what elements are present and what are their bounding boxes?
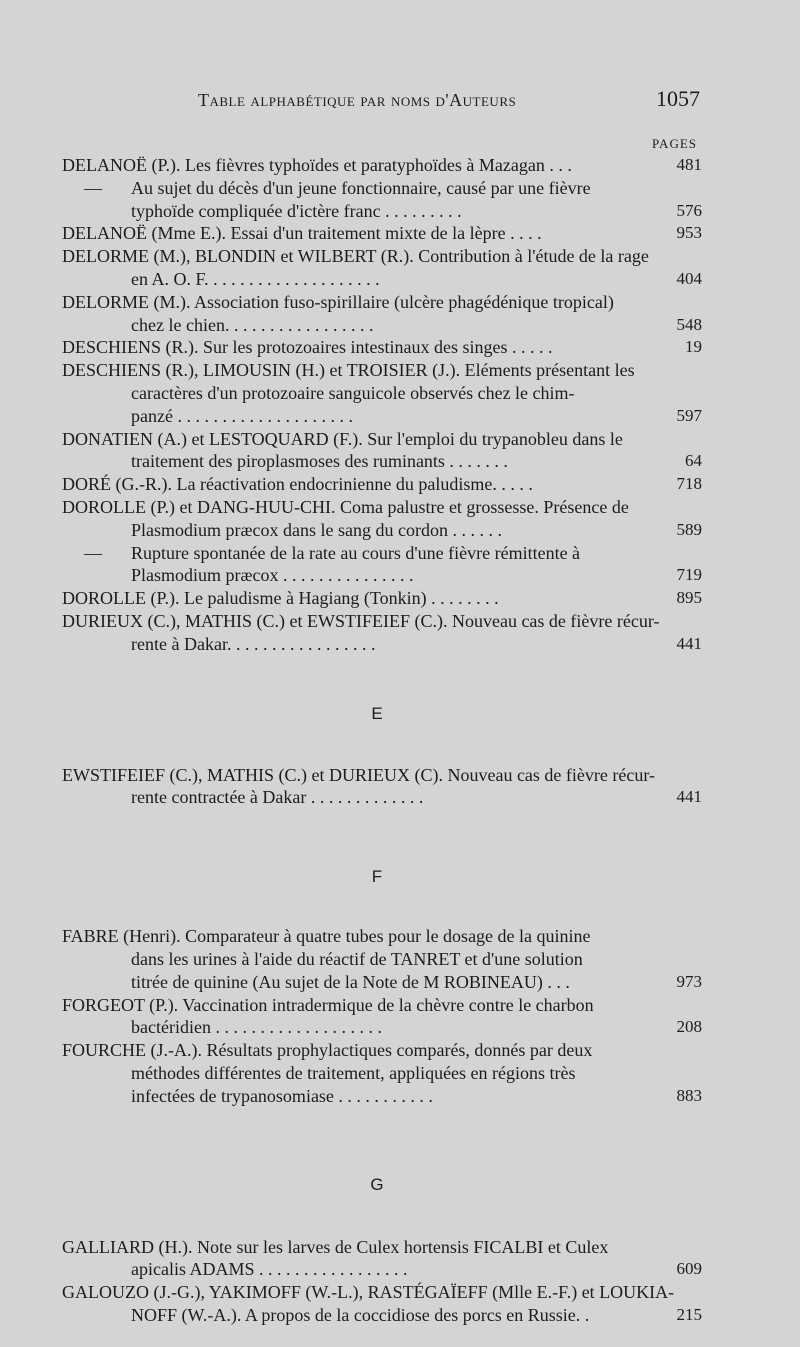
index-entry [62,542,702,588]
index-entry [62,925,702,993]
page-reference: 441 [676,787,702,807]
index-entry [62,764,702,810]
entry-line: DELORME (M.), BLONDIN et WILBERT (R.). Contribution à l'étude de la rage [62,246,649,267]
entry-line: rente à Dakar. . . . . . . . . . . . . . . . . 441 [131,633,702,654]
section-letter-f: F [371,867,383,887]
index-entry [62,245,702,291]
entry-line: traitement des piroplasmoses des ruminants . . . . . . . 64 [131,451,702,472]
entry-line: rente contractée à Dakar . . . . . . . . . . . . . 441 [131,787,702,808]
index-entry [62,1236,702,1282]
section-letter-e: E [371,703,383,723]
entry-line: DOROLLE (P.). Le paludisme à Hagiang (Tonkin) . . . . . . . . 895 [62,588,702,609]
page-reference: 576 [676,200,702,220]
section-d [62,154,702,656]
index-entry [62,473,702,496]
entry-line: EWSTIFEIEF (C.), MATHIS (C.) et DURIEUX (C). Nouveau cas de fièvre récur- [62,764,655,785]
entry-line: DOROLLE (P.) et DANG-HUU-CHI. Coma palustre et grossesse. Présence de [62,496,629,517]
page-reference: 548 [676,314,702,334]
section-letter-g: G [370,1174,384,1194]
entry-line: méthodes différentes de traitement, appliquées en régions très [131,1062,576,1083]
entry-line: FORGEOT (P.). Vaccination intradermique de la chèvre contre le charbon [62,994,594,1015]
index-entry [62,154,702,177]
entry-line: FABRE (Henri). Comparateur à quatre tubes pour le dosage de la quinine [62,926,591,947]
index-entry [62,1281,702,1327]
page-reference: 208 [676,1017,702,1037]
entry-line: en A. O. F. . . . . . . . . . . . . . . . . . . . 404 [131,268,702,289]
index-entry [62,428,702,474]
page-reference: 718 [676,474,702,494]
index-entry [62,336,702,359]
index-entry [62,177,702,223]
entry-line: Plasmodium præcox . . . . . . . . . . . . . . . 719 [131,565,702,586]
entry-line: dans les urines à l'aide du réactif de TANRET et d'une solution [131,948,583,969]
page-reference: 719 [676,565,702,585]
page-reference: 953 [676,223,702,243]
page-reference: 441 [676,633,702,653]
page-reference: 609 [676,1259,702,1279]
page-reference: 973 [676,971,702,991]
entry-line: apicalis ADAMS . . . . . . . . . . . . . . . . . 609 [131,1259,702,1280]
pages-column-label: PAGES [652,136,697,151]
page-reference: 589 [676,519,702,539]
index-entry [62,994,702,1040]
entry-line: FOURCHE (J.-A.). Résultats prophylactiques comparés, donnés par deux [62,1040,593,1061]
entry-line: DURIEUX (C.), MATHIS (C.) et EWSTIFEIEF (C.). Nouveau cas de fièvre récur- [62,610,660,631]
entry-line: DESCHIENS (R.), LIMOUSIN (H.) et TROISIER (J.). Eléments présentant les [62,360,635,381]
index-entry [62,291,702,337]
entry-line: chez le chien. . . . . . . . . . . . . . . . . 548 [131,314,702,335]
index-entry [62,587,702,610]
page-number: 1057 [656,86,700,111]
index-entry [62,1039,702,1107]
page-reference: 597 [676,405,702,425]
entry-line: titrée de quinine (Au sujet de la Note de M ROBINEAU) . . . 973 [131,971,702,992]
entry-line: DELANOË (P.). Les fièvres typhoïdes et paratyphoïdes à Mazagan . . . 481 [62,155,702,175]
page-reference: 895 [676,588,702,608]
entry-line: DESCHIENS (R.). Sur les protozoaires intestinaux des singes . . . . . 19 [62,337,702,358]
index-entry [62,222,702,245]
entry-line: DELORME (M.). Association fuso-spirillaire (ulcère phagédénique tropical) [62,291,614,312]
entry-line: caractères d'un protozoaire sanguicole observés chez le chim- [131,382,575,403]
entry-line: NOFF (W.-A.). A propos de la coccidiose des porcs en Russie. . 215 [131,1304,702,1325]
entry-line: DORÉ (G.-R.). La réactivation endocrinienne du paludisme. . . . . 718 [62,474,702,495]
author-index [62,154,702,1327]
entry-line: infectées de trypanosomiase . . . . . . . . . . . 883 [131,1085,702,1106]
entry-line: GALLIARD (H.). Note sur les larves de Culex hortensis FICALBI et Culex [62,1236,609,1257]
page-reference: 64 [685,451,702,471]
section-e [62,764,702,810]
entry-line: DONATIEN (A.) et LESTOQUARD (F.). Sur l'emploi du trypanobleu dans le [62,428,623,449]
page-reference: 19 [685,337,702,357]
index-entry [62,359,702,427]
page-reference: 883 [676,1085,702,1105]
entry-line: DELANOË (Mme E.). Essai d'un traitement mixte de la lèpre . . . . 953 [62,223,702,244]
entry-line: — Au sujet du décès d'un jeune fonctionnaire, causé par une fièvre [84,177,591,198]
entry-line: typhoïde compliquée d'ictère franc . . . . . . . . . 576 [131,200,702,221]
entry-line: — Rupture spontanée de la rate au cours d'une fièvre rémittente à [84,542,581,563]
page-reference: 481 [676,155,702,174]
page-reference: 404 [676,268,702,288]
entry-line: Plasmodium præcox dans le sang du cordon . . . . . . 589 [131,519,702,540]
running-title: Table alphabétique par noms d'Auteurs [198,90,517,110]
section-f [62,925,702,1107]
index-entry [62,610,702,656]
entry-line: panzé . . . . . . . . . . . . . . . . . . . . 597 [131,405,702,426]
entry-line: bactéridien . . . . . . . . . . . . . . . . . . . 208 [131,1017,702,1038]
index-entry [62,496,702,542]
entry-line: GALOUZO (J.-G.), YAKIMOFF (W.-L.), RASTÉGAÏEFF (Mlle E.-F.) et LOUKIA- [62,1282,675,1303]
page-reference: 215 [676,1304,702,1324]
section-g [62,1236,702,1327]
